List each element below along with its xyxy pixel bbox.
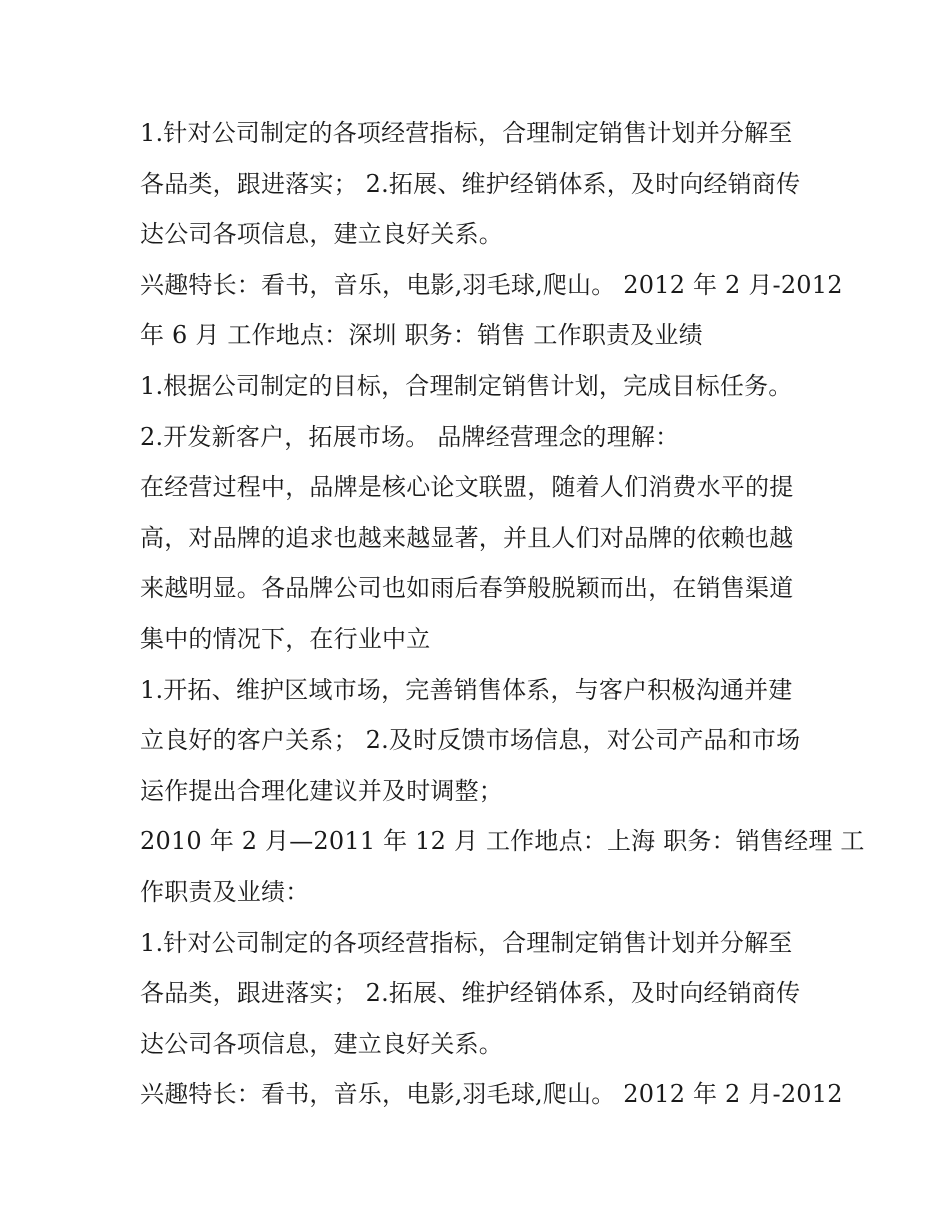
text-line-19: 达公司各项信息，建立良好关系。 xyxy=(140,1029,503,1058)
text-line-9: 高，对品牌的追求也越来越显著，并且人们对品牌的依赖也越 xyxy=(140,523,794,552)
text-line-7: 2.开发新客户，拓展市场。 品牌经营理念的理解： xyxy=(140,422,680,451)
text-line-1: 1.针对公司制定的各项经营指标，合理制定销售计划并分解至 xyxy=(140,119,793,147)
text-line-15: 2010 年 2 月—2011 年 12 月 工作地点：上海 职务：销售经理 工 xyxy=(140,827,865,856)
text-line-18: 各品类，跟进落实； 2.拓展、维护经销体系，及时向经销商传 xyxy=(140,979,801,1008)
body-text xyxy=(140,108,865,1120)
text-line-2: 各品类，跟进落实； 2.拓展、维护经销体系，及时向经销商传 xyxy=(140,169,801,198)
text-line-20: 兴趣特长：看书，音乐，电影,羽毛球,爬山。 2012 年 2 月-2012 xyxy=(140,1080,843,1109)
text-line-16: 作职责及业绩： xyxy=(140,877,310,906)
text-line-4: 兴趣特长：看书，音乐，电影,羽毛球,爬山。 2012 年 2 月-2012 xyxy=(140,270,843,299)
text-line-14: 运作提出合理化建议并及时调整； xyxy=(140,776,503,805)
text-line-3: 达公司各项信息，建立良好关系。 xyxy=(140,220,503,249)
text-line-5: 年 6 月 工作地点：深圳 职务：销售 工作职责及业绩 xyxy=(140,321,703,350)
text-line-8: 在经营过程中，品牌是核心论文联盟，随着人们消费水平的提 xyxy=(140,473,794,502)
text-line-11: 集中的情况下，在行业中立 xyxy=(140,624,431,653)
text-line-17: 1.针对公司制定的各项经营指标，合理制定销售计划并分解至 xyxy=(140,928,793,957)
text-line-13: 立良好的客户关系； 2.及时反馈市场信息，对公司产品和市场 xyxy=(140,726,801,755)
text-line-12: 1.开拓、维护区域市场，完善销售体系，与客户积极沟通并建 xyxy=(140,675,793,704)
text-line-10: 来越明显。各品牌公司也如雨后春笋般脱颖而出，在销售渠道 xyxy=(140,574,794,603)
text-line-6: 1.根据公司制定的目标，合理制定销售计划，完成目标任务。 xyxy=(140,371,793,400)
